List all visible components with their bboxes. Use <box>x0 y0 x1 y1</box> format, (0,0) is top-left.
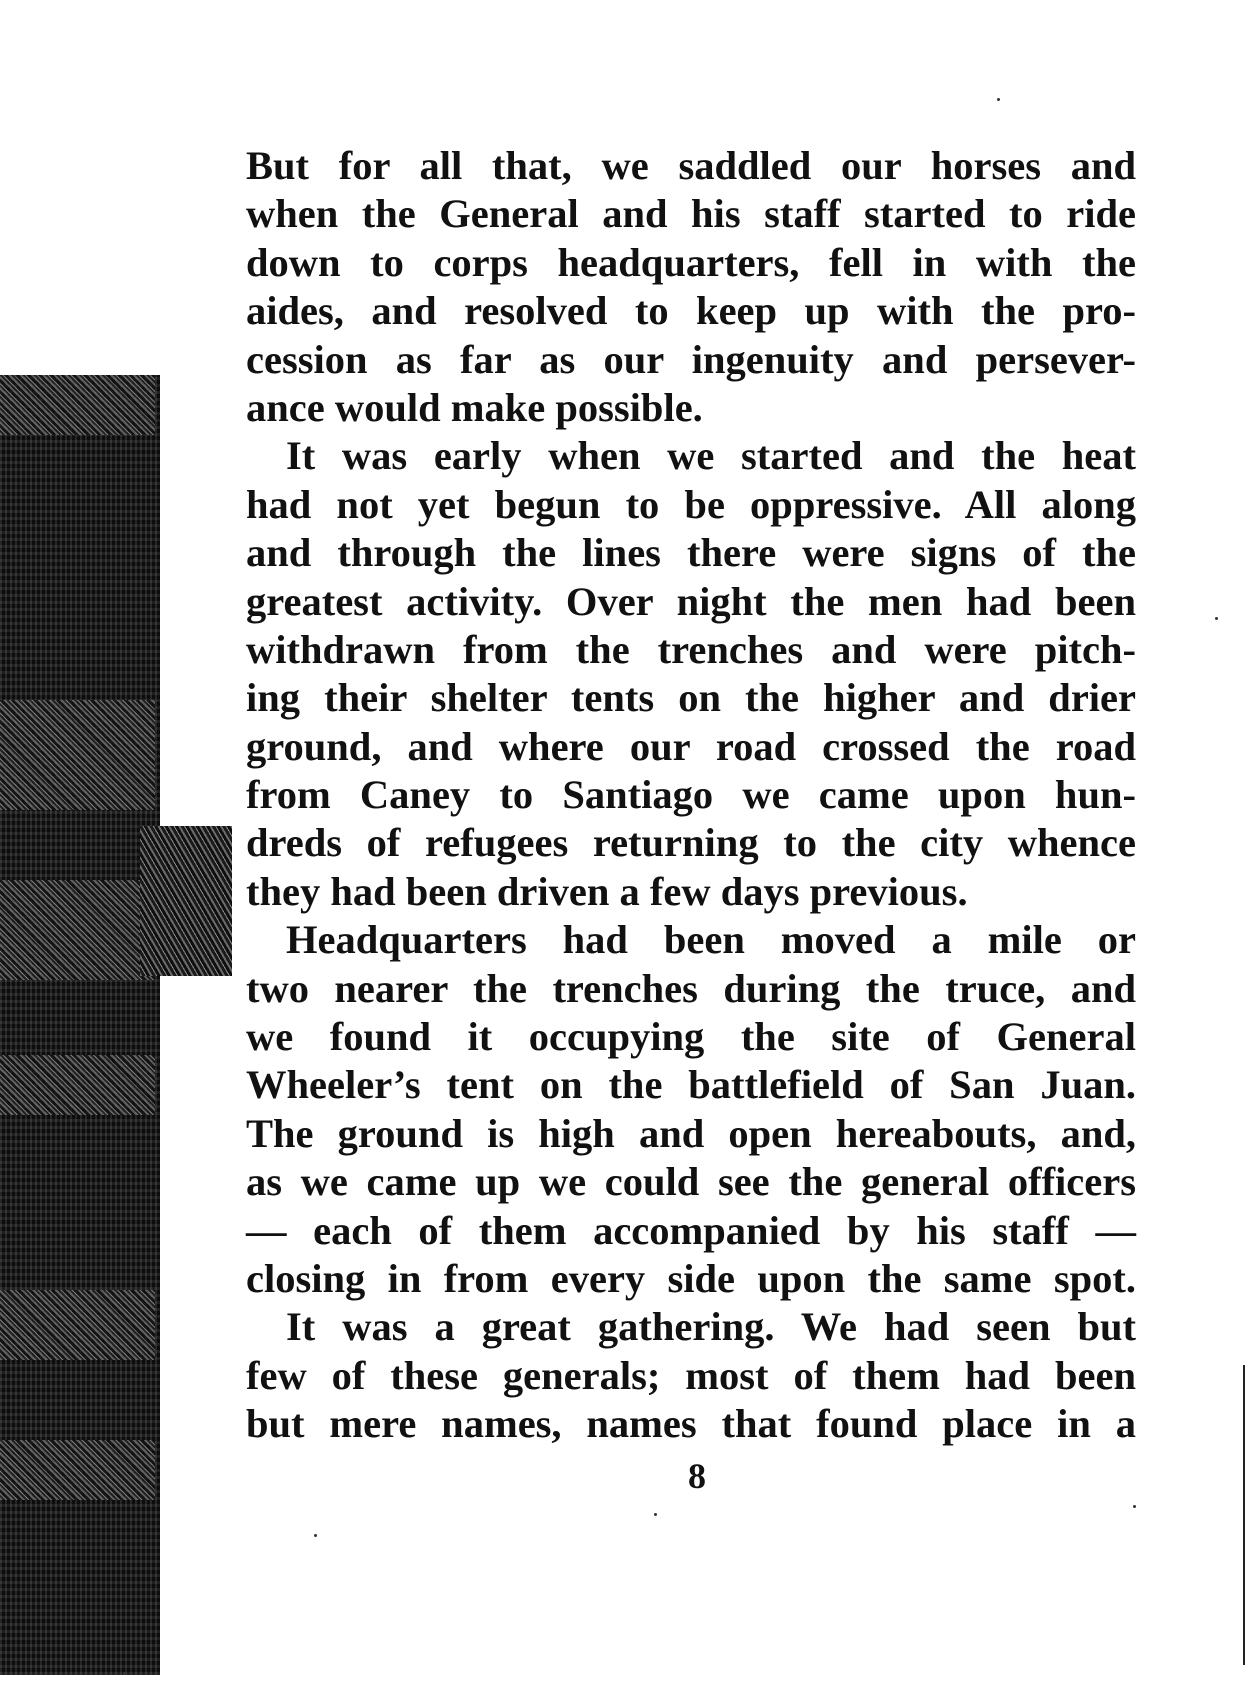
text-line: had not yet begun to be oppressive. All along <box>246 481 1136 527</box>
scan-speck <box>1215 617 1218 620</box>
text-line: ance would make possible. <box>246 384 703 430</box>
text-line: they had been driven a few days previous. <box>246 868 968 914</box>
text-line: dreds of refugees returning to the city whence <box>246 820 1136 866</box>
text-line: two nearer the trenches during the truce, and <box>246 965 1136 1011</box>
text-line: ing their shelter tents on the higher and drier <box>246 675 1136 721</box>
text-line: when the General and his staff started to ride <box>246 191 1136 237</box>
scan-edge-noise <box>0 880 155 980</box>
text-line: It was early when we started and the heat <box>286 433 1136 479</box>
text-line: Headquarters had been moved a mile or <box>286 917 1136 963</box>
text-line: withdrawn from the trenches and were pitch- <box>246 626 1136 672</box>
text-line: The ground is high and open hereabouts, and, <box>246 1110 1136 1156</box>
text-line: but mere names, names that found place in a <box>246 1401 1136 1447</box>
text-line: as we came up we could see the general officers <box>246 1159 1136 1205</box>
scan-speck <box>314 1534 317 1537</box>
text-line: and through the lines there were signs of the <box>246 530 1136 576</box>
text-line: Wheeler’s tent on the battlefield of San Juan. <box>246 1062 1136 1108</box>
scan-edge-noise <box>0 1290 155 1360</box>
page-number: 8 <box>688 1456 706 1496</box>
scan-edge-noise <box>0 1440 155 1500</box>
text-line: ground, and where our road crossed the road <box>246 723 1136 769</box>
text-line: few of these generals; most of them had been <box>246 1352 1136 1398</box>
scan-edge-noise <box>0 1055 155 1115</box>
text-line: closing in from every side upon the same spot. <box>246 1255 1136 1301</box>
scan-speck <box>654 1513 657 1516</box>
scan-edge-noise <box>0 700 155 810</box>
text-line: greatest activity. Over night the men had been <box>246 578 1136 624</box>
scan-edge-notch <box>140 826 232 976</box>
scan-speck <box>1133 1505 1136 1508</box>
text-line: — each of them accompanied by his staff — <box>246 1207 1136 1253</box>
text-line: It was a great gathering. We had seen but <box>286 1304 1136 1350</box>
text-line: aides, and resolved to keep up with the pro- <box>246 288 1136 334</box>
text-line: cession as far as our ingenuity and persever- <box>246 336 1136 382</box>
text-line: But for all that, we saddled our horses and <box>246 143 1136 188</box>
page-edge-line <box>1243 1365 1245 1665</box>
text-line: down to corps headquarters, fell in with the <box>246 239 1136 285</box>
scan-edge-noise <box>0 375 155 435</box>
scan-speck <box>123 1672 126 1675</box>
text-line: we found it occupying the site of General <box>246 1014 1136 1060</box>
text-line: from Caney to Santiago we came upon hun- <box>246 772 1136 818</box>
scan-speck <box>997 98 1000 101</box>
page-body-text <box>246 142 1136 1449</box>
